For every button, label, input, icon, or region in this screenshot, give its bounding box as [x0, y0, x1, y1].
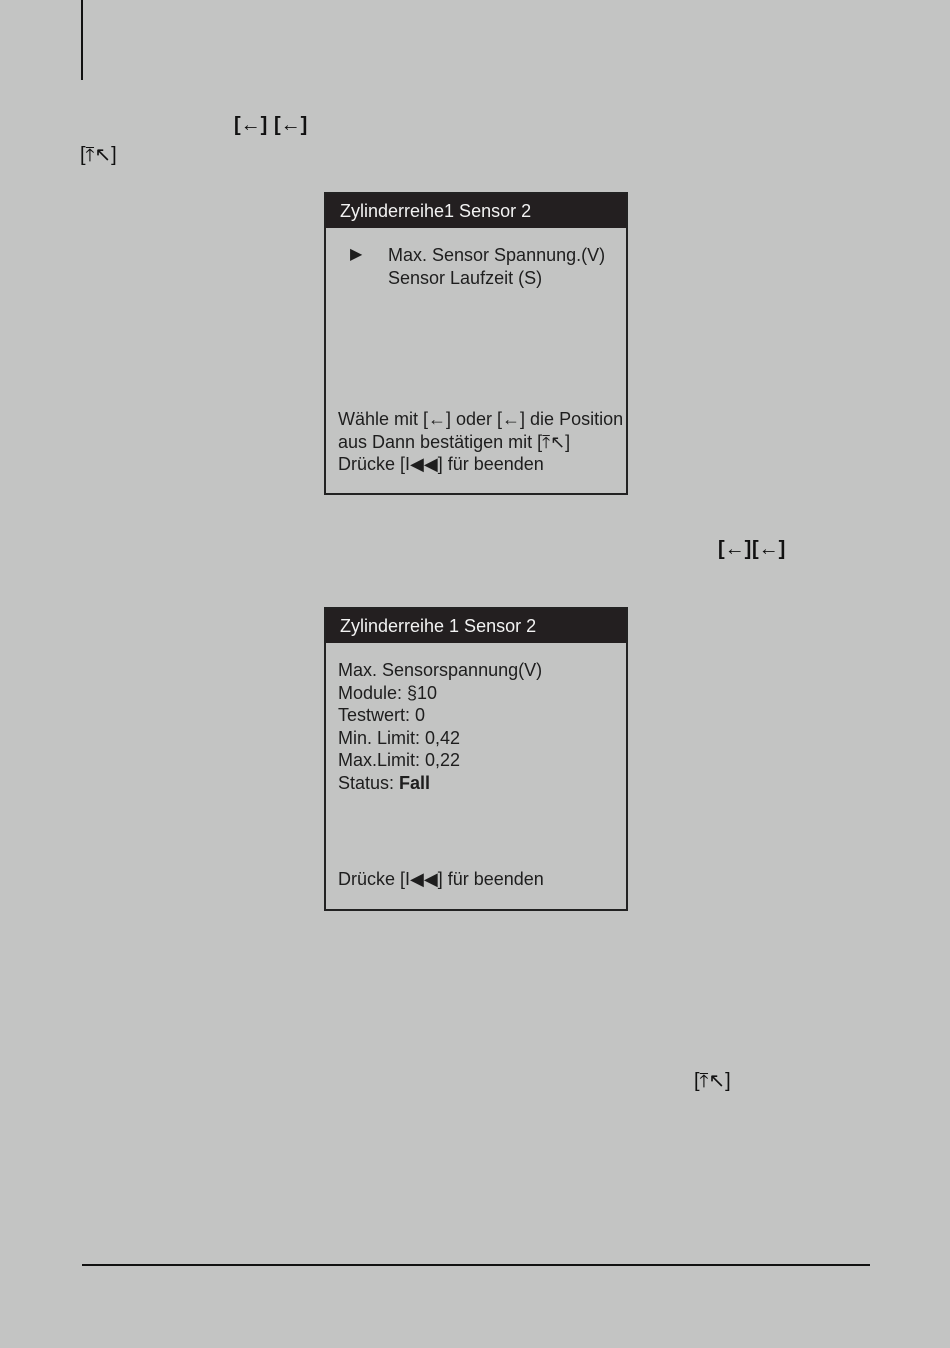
instruction-text: [338, 408, 623, 476]
left-key-icon: [←]: [718, 538, 752, 560]
menu-list: [350, 244, 605, 289]
module-value: Module: §10: [338, 682, 438, 703]
scan-tool-screen-menu: [324, 192, 628, 495]
enter-key-icon: [⤒↖]: [80, 144, 117, 166]
screen-title: Zylinderreihe 1 Sensor 2: [326, 609, 626, 643]
status-label: Status:: [338, 772, 400, 793]
left-key-icon: [←]: [234, 114, 268, 136]
enter-key-icon: [⤒↖]: [694, 1070, 731, 1092]
instruction-text: Drücke [I◀◀] für beenden: [338, 869, 544, 889]
right-key-icon: [←]: [274, 114, 308, 136]
menu-item-label: Sensor Laufzeit (S): [388, 267, 543, 288]
footer-rule: [82, 1264, 870, 1266]
test-value: Testwert: 0: [338, 705, 426, 725]
max-limit: Max.Limit: 0,22: [338, 750, 461, 770]
instruction-line: Drücke [I◀◀] für beenden: [338, 454, 544, 474]
instruction-line: Wähle mit [←] oder [←] die Position: [338, 409, 624, 429]
menu-item-max-sensor-voltage[interactable]: [350, 244, 605, 267]
margin-line: [81, 0, 83, 80]
status-line: [338, 772, 542, 795]
test-name: Max. Sensorspannung(V): [338, 660, 543, 680]
right-key-icon: [←]: [752, 538, 786, 560]
menu-item-sensor-runtime[interactable]: [350, 267, 605, 290]
status-value: Fall: [399, 772, 431, 793]
test-result-list: [338, 659, 542, 794]
instruction-line: aus Dann bestätigen mit [⤒↖]: [338, 431, 571, 452]
screen-title: Zylinderreihe1 Sensor 2: [326, 194, 626, 228]
min-limit: Min. Limit: 0,42: [338, 727, 461, 748]
scan-tool-screen-result: [324, 607, 628, 911]
selection-pointer-icon: ▶: [350, 246, 363, 263]
menu-item-label: Max. Sensor Spannung.(V): [388, 245, 606, 265]
